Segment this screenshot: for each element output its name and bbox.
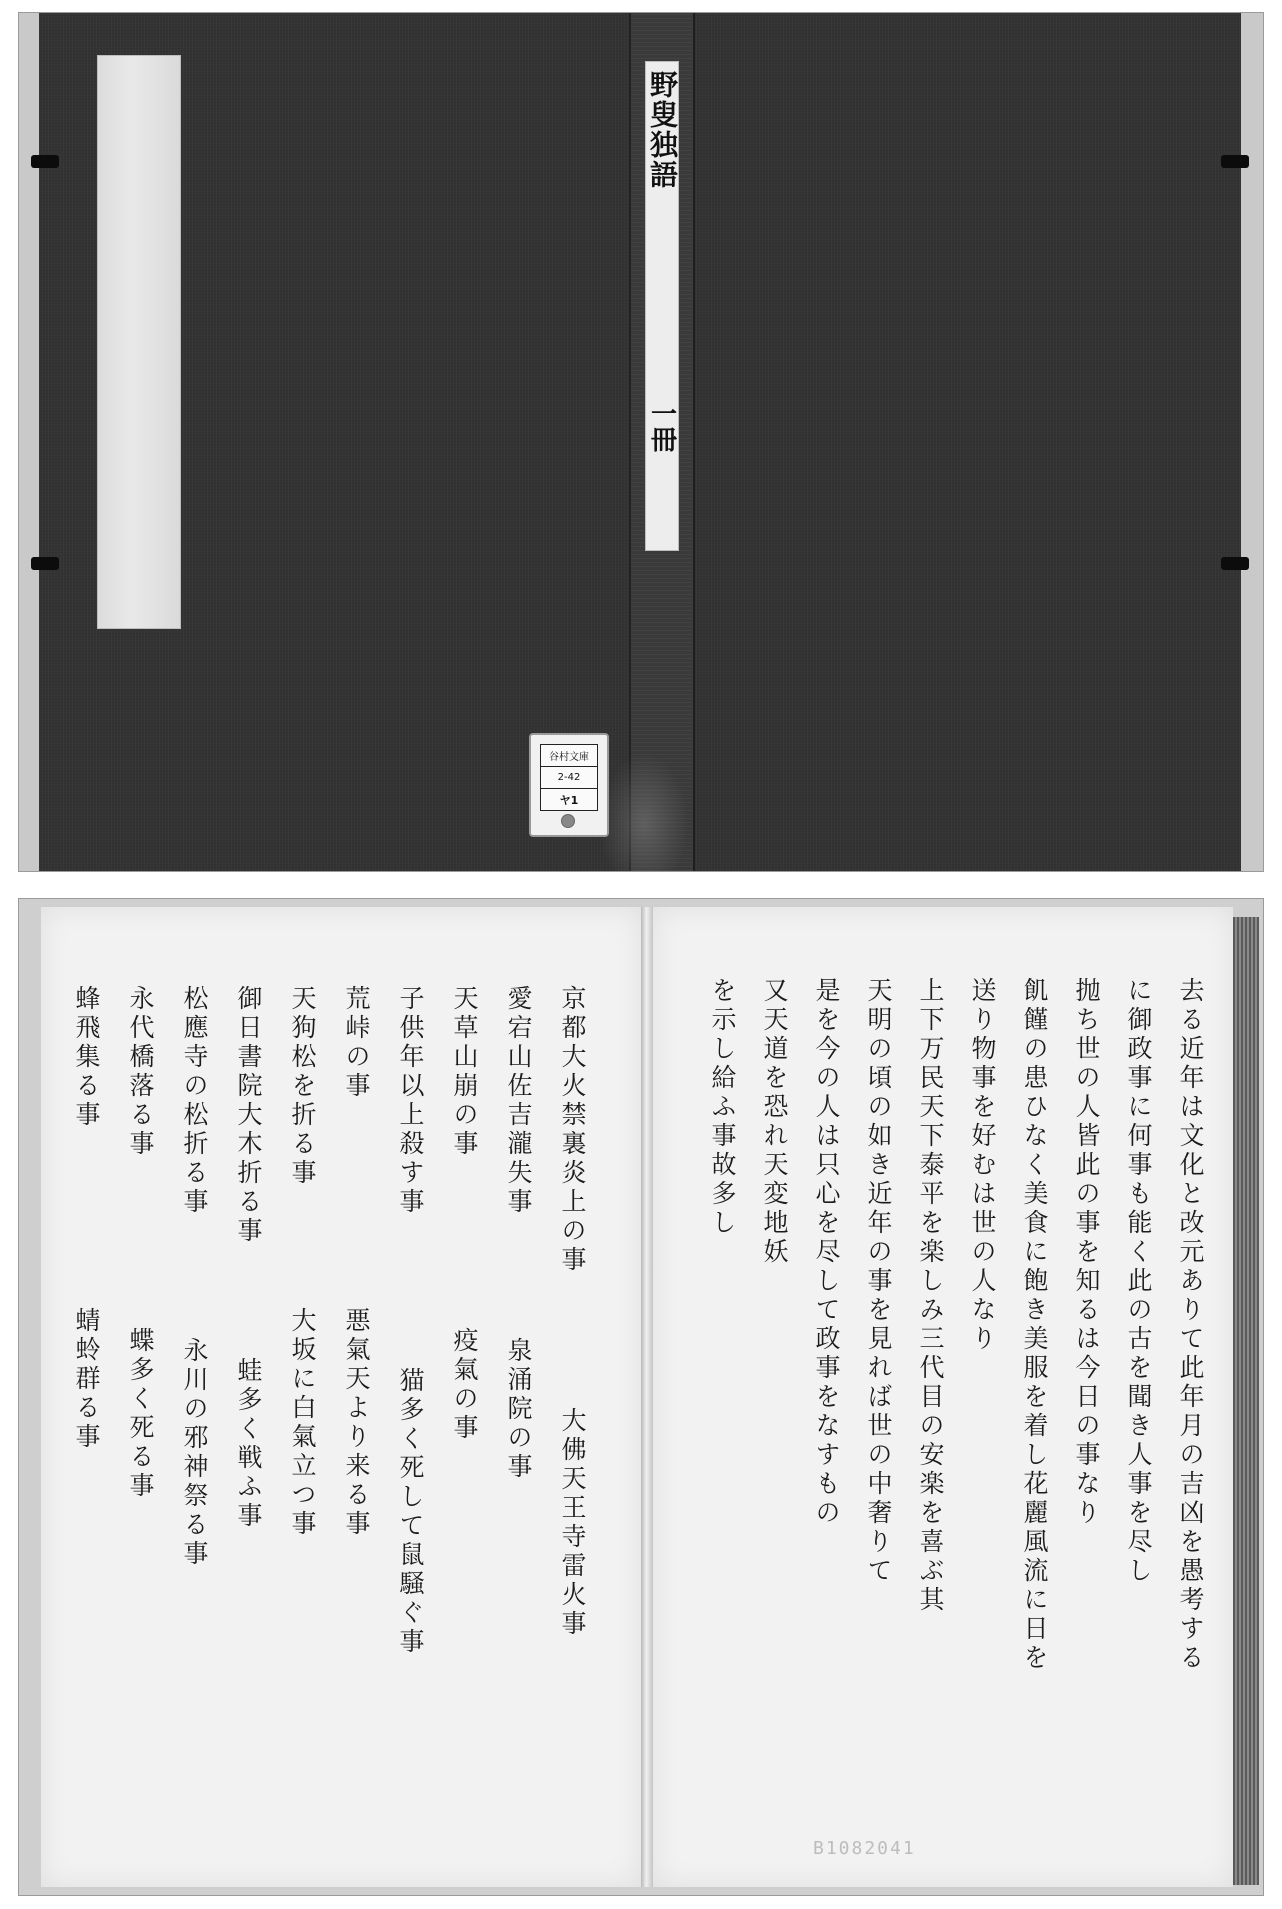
text-column: 飢饉の患ひなく美食に飽き美服を着し花麗風流に日を	[1020, 977, 1049, 1673]
spine-title: 野叟独語	[646, 70, 679, 190]
toc-entry: 愛宕山佐吉瀧失事	[504, 985, 533, 1217]
toc-entry: 大佛天王寺雷火事	[558, 1407, 587, 1639]
spine-wear	[599, 753, 689, 871]
toc-entry: 永川の邪神祭る事	[180, 1337, 209, 1569]
open-book-photo	[18, 898, 1264, 1896]
catalog-stamp: B1082041	[813, 1838, 916, 1859]
toc-entry: 蜂飛集る事	[72, 985, 101, 1130]
left-page	[41, 907, 641, 1887]
toc-entry: 蜻蛉群る事	[72, 1307, 101, 1452]
sticker-shelf-number: 2-42	[541, 767, 597, 789]
text-column: 是を今の人は只心を尽して政事をなすもの	[812, 977, 841, 1528]
cover-tie-right-bottom	[1221, 557, 1249, 570]
toc-entry: 蝶多く死る事	[126, 1327, 155, 1501]
toc-entry: 子供年以上殺す事	[396, 985, 425, 1217]
toc-entry: 疫氣の事	[450, 1327, 479, 1443]
book-gutter	[641, 907, 653, 1887]
text-column: に御政事に何事も能く此の古を聞き人事を尽し	[1124, 977, 1153, 1586]
spine-volume: 一冊	[646, 400, 677, 452]
text-column: 又天道を恐れ天変地妖	[760, 977, 789, 1267]
closed-book-photo	[18, 12, 1264, 872]
toc-entry: 悪氣天より来る事	[342, 1307, 371, 1539]
text-column: 去る近年は文化と改元ありて此年月の吉凶を愚考する	[1176, 977, 1205, 1673]
sticker-frame	[540, 744, 598, 811]
cover-tie-right-top	[1221, 155, 1249, 168]
toc-entry: 蛙多く戦ふ事	[234, 1357, 263, 1531]
toc-entry: 泉涌院の事	[504, 1337, 533, 1482]
toc-entry: 御日書院大木折る事	[234, 985, 263, 1246]
sticker-hole	[561, 814, 575, 828]
blank-title-slip	[97, 55, 181, 629]
cover-tie-left-bottom	[31, 557, 59, 570]
book-spine	[629, 13, 695, 871]
text-column: 天明の頃の如き近年の事を見れば世の中奢りて	[864, 977, 893, 1586]
toc-entry: 天狗松を折る事	[288, 985, 317, 1188]
toc-entry: 大坂に白氣立つ事	[288, 1307, 317, 1539]
text-column: 上下万民天下泰平を楽しみ三代目の安楽を喜ぶ其	[916, 977, 945, 1615]
sticker-item-number: ヤ1	[559, 793, 579, 807]
book-cover	[39, 13, 1241, 871]
toc-entry: 天草山崩の事	[450, 985, 479, 1159]
toc-entry: 荒峠の事	[342, 985, 371, 1101]
text-column: 抛ち世の人皆此の事を知るは今日の事なり	[1072, 977, 1101, 1528]
toc-entry: 京都大火禁裏炎上の事	[558, 985, 587, 1275]
toc-entry: 猫多く死して鼠騒ぐ事	[396, 1367, 425, 1657]
text-column: を示し給ふ事故多し	[708, 977, 737, 1238]
library-sticker	[529, 733, 609, 837]
text-column: 送り物事を好むは世の人なり	[968, 977, 997, 1354]
sticker-library-name: 谷村文庫	[541, 745, 597, 767]
toc-entry: 松應寺の松折る事	[180, 985, 209, 1217]
toc-entry: 永代橋落る事	[126, 985, 155, 1159]
right-page	[653, 907, 1233, 1887]
cover-tie-left-top	[31, 155, 59, 168]
page-edges	[1233, 917, 1259, 1885]
spine-label	[645, 61, 679, 551]
